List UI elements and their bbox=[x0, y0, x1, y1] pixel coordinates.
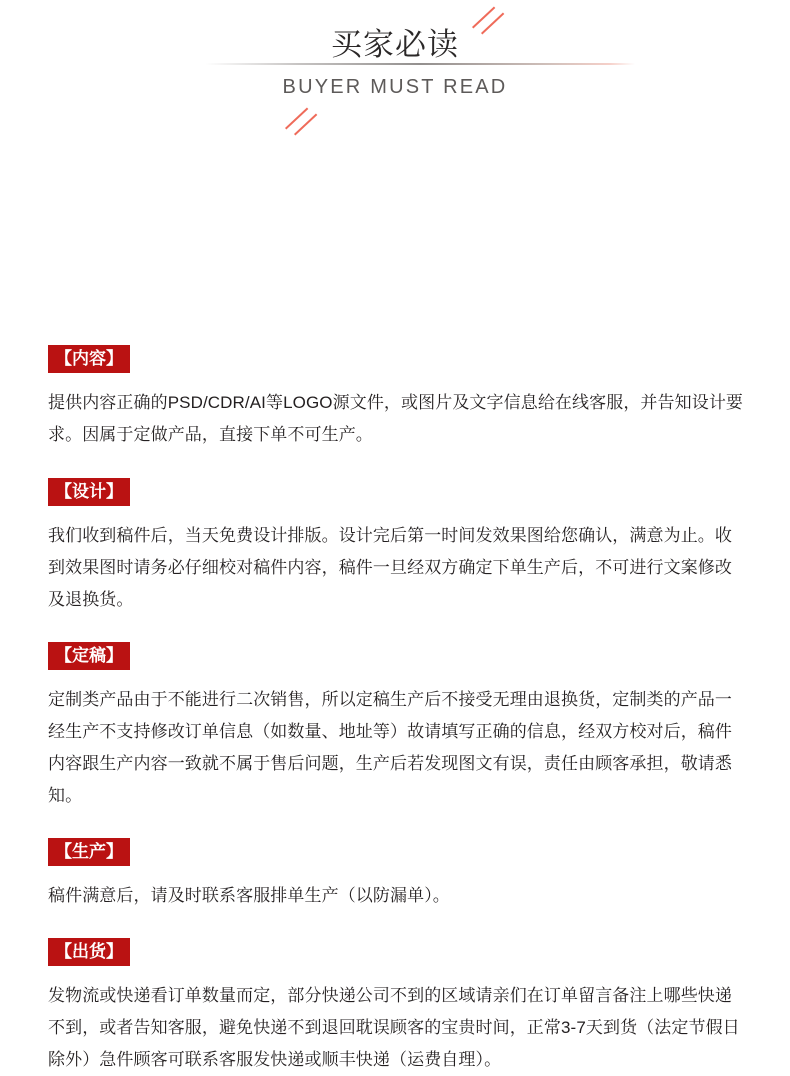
page-header bbox=[0, 0, 790, 160]
section-badge-final-draft: 【定稿】 bbox=[48, 642, 130, 670]
title-divider bbox=[205, 63, 635, 65]
section-final-draft bbox=[48, 616, 744, 812]
section-text-production: 稿件满意后，请及时联系客服排单生产（以防漏单）。 bbox=[48, 886, 450, 905]
section-text-content: 提供内容正确的PSD/CDR/AI等LOGO源文件，或图片及文字信息给在线客服，并告知设计要求。因属于定做产品，直接下单不可生产。 bbox=[48, 393, 744, 444]
page-title: 买家必读 bbox=[331, 27, 459, 62]
section-text-design: 我们收到稿件后，当天免费设计排版。设计完后第一时间发效果图给您确认，满意为止。收到效果图时请务必仔细校对稿件内容，稿件一旦经双方确定下单生产后，不可进行文案修改及退换货。 bbox=[48, 526, 732, 609]
section-badge-shipping: 【出货】 bbox=[48, 938, 130, 966]
page-subtitle: BUYER MUST READ bbox=[282, 76, 508, 98]
section-text-final-draft: 定制类产品由于不能进行二次销售，所以定稿生产后不接受无理由退换货，定制类的产品一经生产不支持修改订单信息（如数量、地址等）故请填写正确的信息，经双方校对后，稿件内容跟生产内容一致就不属于售后问题，生产后若发现图文有误，责任由顾客承担，敬请悉知。 bbox=[48, 690, 732, 805]
section-badge-content: 【内容】 bbox=[48, 345, 130, 373]
section-content bbox=[48, 160, 744, 451]
section-production bbox=[48, 812, 744, 912]
section-shipping bbox=[48, 912, 744, 1076]
double-slash-icon-bottom bbox=[283, 104, 325, 138]
section-design bbox=[48, 451, 744, 616]
section-text-shipping: 发物流或快递看订单数量而定，部分快递公司不到的区域请亲们在订单留言备注上哪些快递不到，或者告知客服，避免快递不到退回耽误顾客的宝贵时间，正常3-7天到货（法定节假日除外）急件顾客可联系客服发快递或顺丰快递（运费自理）。 bbox=[48, 986, 740, 1069]
section-badge-production: 【生产】 bbox=[48, 838, 130, 866]
content-area bbox=[0, 160, 790, 1076]
section-badge-design: 【设计】 bbox=[48, 478, 130, 506]
